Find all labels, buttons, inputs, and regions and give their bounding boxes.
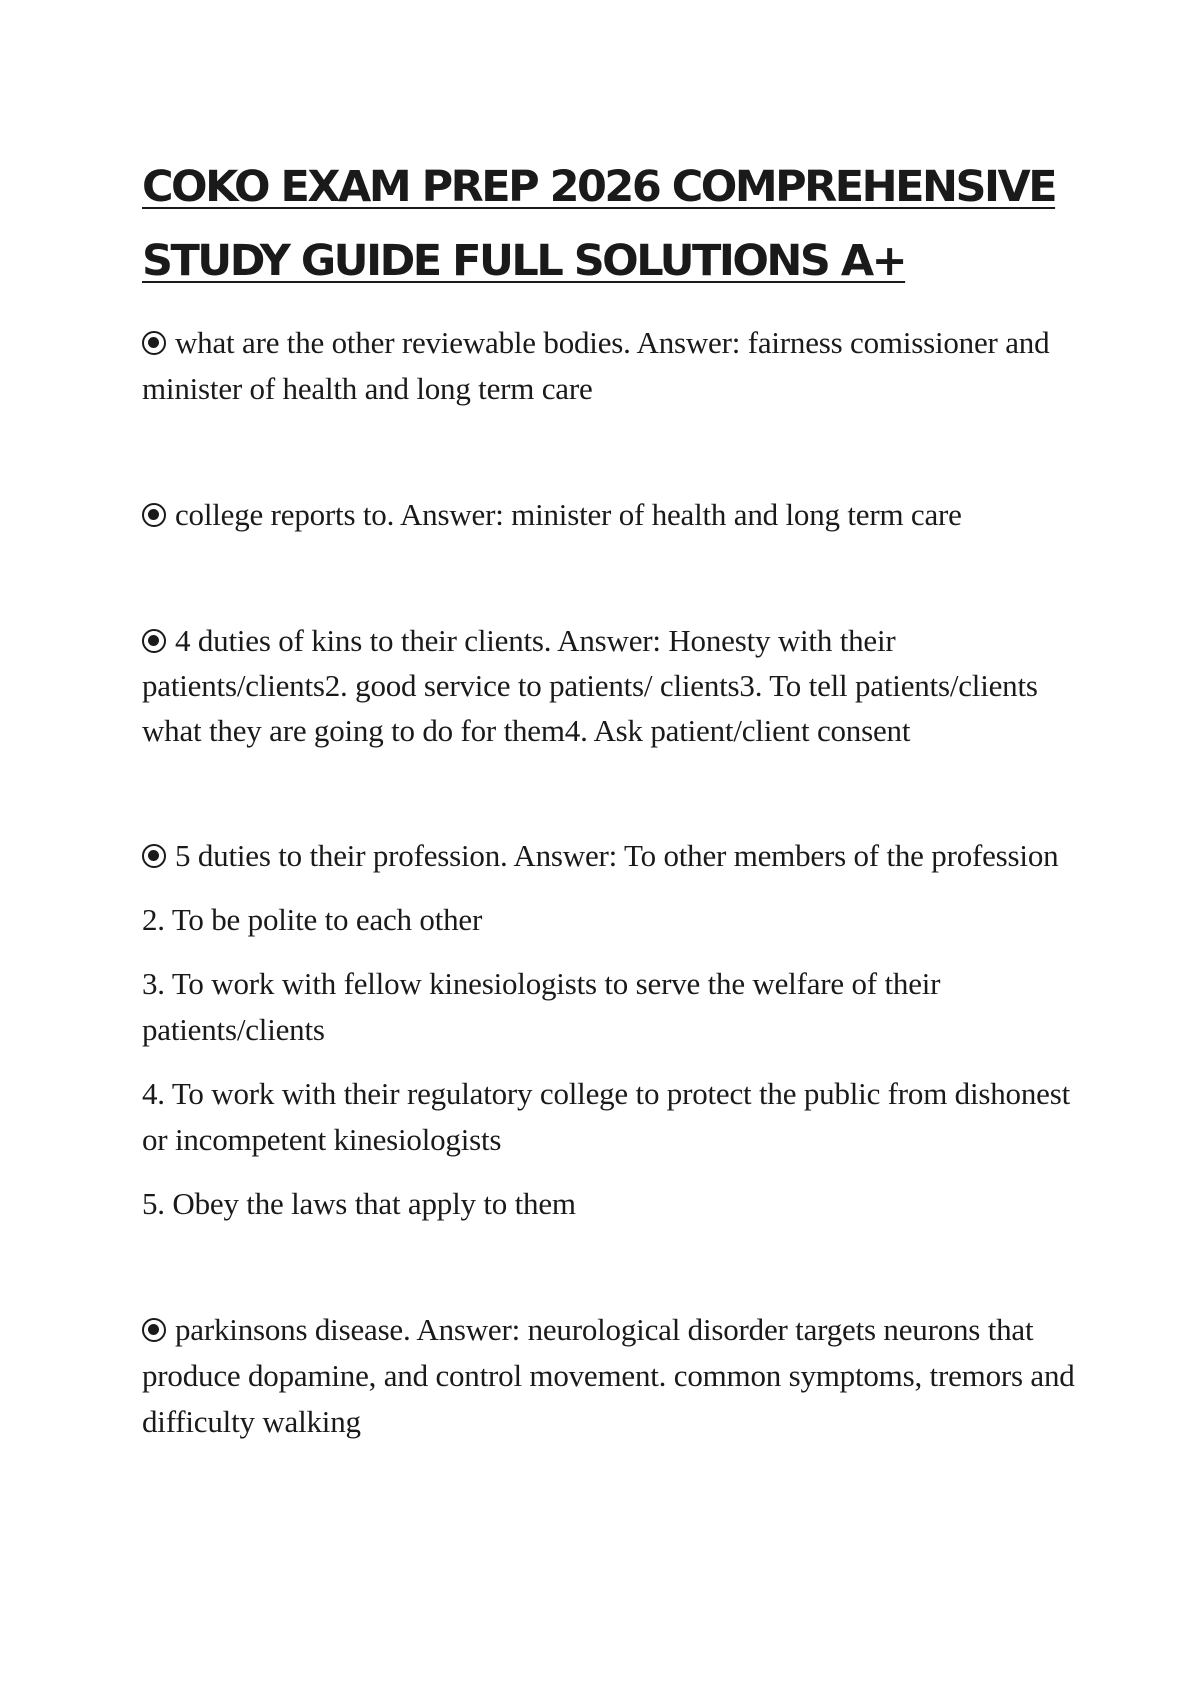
qa-entry-2 <box>142 492 1082 538</box>
radio-bullet-icon <box>142 1318 166 1342</box>
numbered-line: 3. To work with fellow kinesiologists to serve the welfare of their patients/clients <box>142 966 941 1047</box>
numbered-line: 2. To be polite to each other <box>142 902 483 937</box>
radio-bullet-icon <box>142 629 166 653</box>
spacer <box>142 412 1082 492</box>
document-page <box>142 150 1082 1445</box>
numbered-line: 4. To work with their regulatory college to protect the public from dishonest or incompetent kinesiologists <box>142 1076 1070 1157</box>
numbered-line: 5. Obey the laws that apply to them <box>142 1186 576 1221</box>
qa-entry-text: parkinsons disease. Answer: neurological disorder targets neurons that produce dopamine, and control movement. common symptoms, tremors and difficulty walking <box>142 1312 1075 1439</box>
radio-bullet-icon <box>142 503 166 527</box>
spacer <box>142 1053 1082 1071</box>
document-title <box>142 150 1082 298</box>
spacer <box>142 753 1082 833</box>
spacer <box>142 879 1082 897</box>
radio-bullet-icon <box>142 844 166 868</box>
qa-entry-5 <box>142 1307 1082 1445</box>
qa-entry-text: college reports to. Answer: minister of health and long term care <box>175 497 962 532</box>
spacer <box>142 538 1082 618</box>
qa-entry-3 <box>142 618 1082 753</box>
spacer <box>142 1227 1082 1307</box>
qa-entry-text: 5 duties to their profession. Answer: To other members of the profession <box>175 838 1059 873</box>
title-line-2: STUDY GUIDE FULL SOLUTIONS A+ <box>142 236 906 286</box>
qa-entry-text: 4 duties of kins to their clients. Answer: Honesty with their patients/clients2. good service to patients/ clients3. To tell patients/clients what they are going to do for them4. Ask patient/client consent <box>142 623 1038 748</box>
spacer <box>142 1163 1082 1181</box>
spacer <box>142 943 1082 961</box>
qa-entry-1 <box>142 320 1082 412</box>
title-line-1: COKO EXAM PREP 2026 COMPREHENSIVE <box>142 162 1056 212</box>
qa-entry-4 <box>142 833 1082 879</box>
qa-entry-text: what are the other reviewable bodies. Answer: fairness comissioner and minister of health and long term care <box>142 325 1050 406</box>
radio-bullet-icon <box>142 331 166 355</box>
